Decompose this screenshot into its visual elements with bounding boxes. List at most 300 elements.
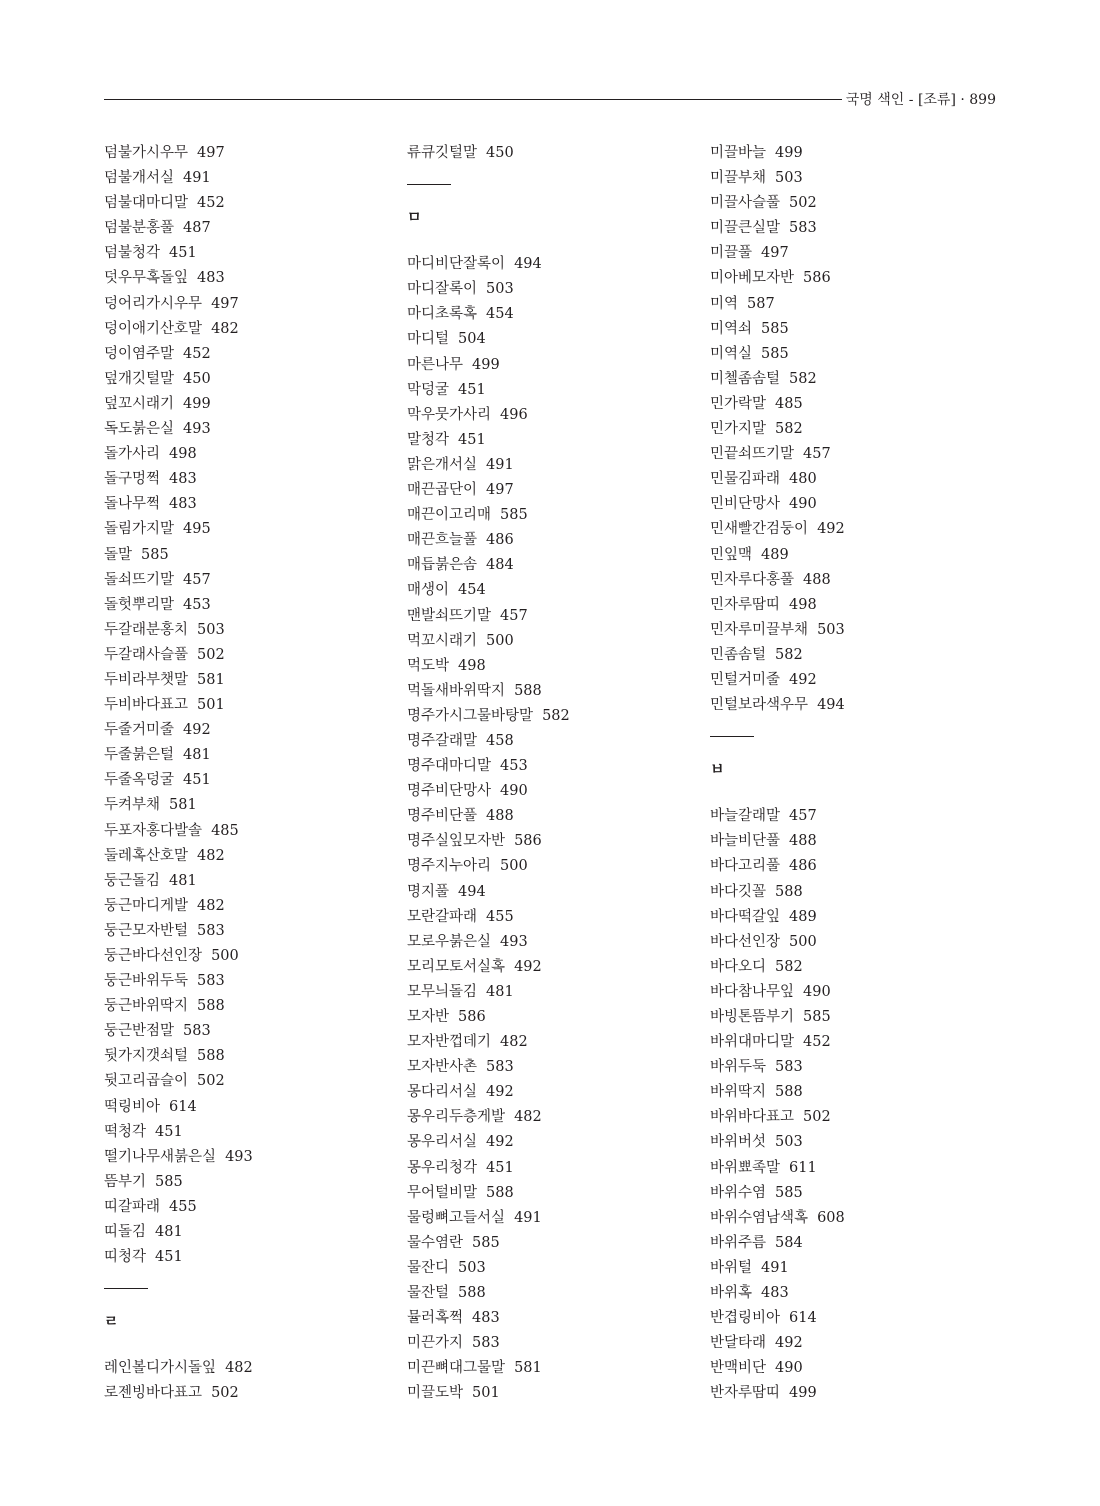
index-entry bbox=[104, 718, 404, 743]
entry-name: 떡청각 bbox=[104, 1123, 147, 1140]
entry-page-number: 485 bbox=[211, 822, 239, 839]
index-entry bbox=[407, 1381, 707, 1406]
entry-name: 둥근마디게발 bbox=[104, 897, 189, 914]
entry-page-number: 493 bbox=[225, 1148, 253, 1165]
index-entry bbox=[104, 1245, 404, 1270]
entry-name: 바다깃꼴 bbox=[710, 883, 767, 900]
entry-name: 둥근바다선인장 bbox=[104, 948, 203, 964]
entry-name: 명주가시그물바탕말 bbox=[407, 707, 534, 724]
entry-page-number: 489 bbox=[789, 908, 817, 925]
entry-name: 두켜부채 bbox=[104, 797, 161, 814]
entry-page-number: 483 bbox=[197, 270, 225, 287]
entry-page-number: 588 bbox=[775, 883, 803, 900]
index-column-1 bbox=[104, 141, 404, 1407]
entry-page-number: 457 bbox=[500, 607, 528, 624]
index-entry bbox=[710, 955, 1010, 980]
entry-name: 맨발쇠뜨기말 bbox=[407, 607, 492, 624]
entry-page-number: 502 bbox=[803, 1109, 831, 1126]
entry-name: 두줄붉은털 bbox=[104, 747, 175, 764]
index-entry bbox=[710, 1231, 1010, 1256]
index-entry bbox=[710, 1130, 1010, 1155]
running-header bbox=[104, 88, 996, 112]
entry-page-number: 501 bbox=[197, 697, 225, 714]
index-entry bbox=[407, 428, 707, 453]
index-entry bbox=[407, 880, 707, 905]
entry-name: 바위바다표고 bbox=[710, 1109, 795, 1126]
index-entry bbox=[710, 141, 1010, 166]
entry-name: 돌나무쩍 bbox=[104, 496, 161, 513]
index-entry bbox=[710, 1105, 1010, 1130]
index-entry bbox=[407, 1231, 707, 1256]
index-entry bbox=[710, 1055, 1010, 1080]
index-entry bbox=[407, 829, 707, 854]
entry-name: 몽우리두층게발 bbox=[407, 1109, 506, 1126]
index-entry bbox=[710, 543, 1010, 568]
entry-page-number: 583 bbox=[197, 973, 225, 990]
entry-page-number: 482 bbox=[514, 1109, 542, 1126]
index-entry bbox=[407, 955, 707, 980]
entry-page-number: 614 bbox=[169, 1098, 197, 1115]
entry-page-number: 588 bbox=[197, 1048, 225, 1065]
entry-page-number: 483 bbox=[472, 1310, 500, 1327]
entry-page-number: 493 bbox=[500, 933, 528, 950]
entry-page-number: 499 bbox=[789, 1385, 817, 1402]
index-entry bbox=[407, 1356, 707, 1381]
entry-page-number: 583 bbox=[775, 1059, 803, 1076]
entry-name: 반겹링비아 bbox=[710, 1310, 781, 1327]
index-entry bbox=[407, 729, 707, 754]
entry-name: 먹도박 bbox=[407, 657, 450, 674]
entry-page-number: 481 bbox=[486, 983, 514, 1000]
index-entry bbox=[407, 578, 707, 603]
entry-page-number: 583 bbox=[486, 1059, 514, 1076]
entry-page-number: 450 bbox=[486, 145, 514, 161]
entry-page-number: 486 bbox=[486, 532, 514, 549]
index-entry bbox=[710, 292, 1010, 317]
entry-name: 물잔털 bbox=[407, 1285, 450, 1302]
entry-page-number: 498 bbox=[169, 446, 197, 463]
index-entry bbox=[710, 829, 1010, 854]
entry-name: 모자반사촌 bbox=[407, 1059, 478, 1076]
index-entry bbox=[104, 317, 404, 342]
entry-page-number: 586 bbox=[458, 1009, 486, 1025]
entry-page-number: 492 bbox=[183, 722, 211, 739]
entry-name: 모로우붉은실 bbox=[407, 933, 492, 950]
entry-page-number: 491 bbox=[514, 1209, 542, 1226]
entry-page-number: 581 bbox=[514, 1360, 542, 1377]
entry-page-number: 585 bbox=[155, 1173, 183, 1190]
entry-name: 미끌큰실말 bbox=[710, 220, 781, 237]
entry-page-number: 492 bbox=[486, 1084, 514, 1101]
index-entry bbox=[710, 367, 1010, 392]
index-entry bbox=[710, 342, 1010, 367]
entry-page-number: 502 bbox=[197, 1073, 225, 1090]
entry-name: 민자루다홍풀 bbox=[710, 571, 795, 588]
entry-page-number: 492 bbox=[514, 958, 542, 975]
index-entry bbox=[104, 1356, 404, 1381]
index-entry bbox=[710, 191, 1010, 216]
entry-name: 미첼좀솜털 bbox=[710, 370, 781, 387]
entry-name: 둘레혹산호말 bbox=[104, 847, 189, 864]
entry-page-number: 584 bbox=[775, 1234, 803, 1251]
entry-page-number: 452 bbox=[197, 195, 225, 212]
index-entry bbox=[407, 804, 707, 829]
index-entry bbox=[104, 392, 404, 417]
entry-name: 뮬러혹쩍 bbox=[407, 1310, 464, 1327]
index-entry bbox=[104, 844, 404, 869]
entry-page-number: 585 bbox=[775, 1184, 803, 1201]
header-text: 국명 색인 - [조류] · 899 bbox=[845, 92, 996, 108]
entry-page-number: 585 bbox=[761, 345, 789, 362]
index-entry bbox=[104, 517, 404, 542]
index-entry bbox=[407, 905, 707, 930]
entry-page-number: 504 bbox=[458, 331, 486, 348]
entry-name: 바위털 bbox=[710, 1259, 753, 1276]
index-entry bbox=[407, 1005, 707, 1030]
entry-page-number: 488 bbox=[789, 833, 817, 850]
entry-name: 물수염란 bbox=[407, 1234, 464, 1251]
section-letter: ㄹ bbox=[104, 1312, 119, 1331]
entry-page-number: 491 bbox=[761, 1259, 789, 1276]
entry-page-number: 582 bbox=[542, 707, 570, 724]
entry-page-number: 498 bbox=[789, 596, 817, 613]
index-entry bbox=[104, 191, 404, 216]
index-entry bbox=[104, 266, 404, 291]
entry-name: 막덩굴 bbox=[407, 381, 450, 398]
index-entry bbox=[104, 618, 404, 643]
index-entry bbox=[407, 704, 707, 729]
entry-name: 바다선인장 bbox=[710, 933, 781, 950]
index-entry bbox=[710, 492, 1010, 517]
entry-page-number: 454 bbox=[458, 582, 486, 599]
entry-name: 매끈이고리매 bbox=[407, 507, 492, 524]
index-entry bbox=[710, 392, 1010, 417]
entry-page-number: 487 bbox=[183, 220, 211, 237]
entry-name: 두비바다표고 bbox=[104, 697, 189, 714]
entry-page-number: 492 bbox=[817, 521, 845, 538]
entry-page-number: 583 bbox=[789, 220, 817, 237]
index-entry bbox=[104, 241, 404, 266]
entry-name: 맑은개서실 bbox=[407, 456, 478, 473]
entry-page-number: 582 bbox=[775, 958, 803, 975]
entry-name: 덤불청각 bbox=[104, 245, 161, 262]
entry-page-number: 586 bbox=[803, 270, 831, 287]
entry-name: 덩어리가시우무 bbox=[104, 295, 203, 312]
index-entry bbox=[710, 643, 1010, 668]
entry-page-number: 503 bbox=[486, 281, 514, 298]
index-entry bbox=[104, 1170, 404, 1195]
entry-page-number: 497 bbox=[197, 145, 225, 161]
index-column-2 bbox=[407, 141, 707, 1407]
entry-page-number: 492 bbox=[789, 671, 817, 688]
entry-name: 돌헛뿌리말 bbox=[104, 596, 175, 613]
index-entry bbox=[710, 1281, 1010, 1306]
index-entry bbox=[710, 442, 1010, 467]
entry-name: 미아베모자반 bbox=[710, 270, 795, 287]
entry-name: 매듭붉은솜 bbox=[407, 557, 478, 574]
entry-page-number: 500 bbox=[500, 858, 528, 875]
index-entry bbox=[407, 779, 707, 804]
entry-page-number: 451 bbox=[458, 431, 486, 448]
entry-name: 명주대마디말 bbox=[407, 758, 492, 775]
index-entry bbox=[407, 378, 707, 403]
index-entry bbox=[104, 216, 404, 241]
index-entry bbox=[407, 854, 707, 879]
entry-name: 뒷고리곱슬이 bbox=[104, 1073, 189, 1090]
entry-name: 덤불가시우무 bbox=[104, 145, 189, 161]
entry-page-number: 585 bbox=[472, 1234, 500, 1251]
entry-name: 두줄거미줄 bbox=[104, 722, 175, 739]
section-divider bbox=[407, 184, 451, 185]
entry-page-number: 480 bbox=[789, 471, 817, 488]
entry-page-number: 451 bbox=[169, 245, 197, 262]
entry-name: 미역쇠 bbox=[710, 320, 753, 337]
index-entry bbox=[104, 342, 404, 367]
entry-name: 두갈래사슬풀 bbox=[104, 646, 189, 663]
entry-page-number: 502 bbox=[197, 646, 225, 663]
entry-page-number: 485 bbox=[775, 395, 803, 412]
section-letter: ㅂ bbox=[710, 760, 725, 779]
section-divider bbox=[710, 736, 754, 737]
entry-page-number: 500 bbox=[211, 948, 239, 964]
index-entry bbox=[104, 1069, 404, 1094]
entry-page-number: 482 bbox=[197, 847, 225, 864]
index-entry bbox=[710, 568, 1010, 593]
entry-name: 덮개깃털말 bbox=[104, 370, 175, 387]
entry-page-number: 583 bbox=[197, 922, 225, 939]
index-entry bbox=[710, 854, 1010, 879]
entry-name: 두포자홍다발솔 bbox=[104, 822, 203, 839]
entry-page-number: 481 bbox=[183, 747, 211, 764]
entry-page-number: 494 bbox=[458, 883, 486, 900]
entry-page-number: 582 bbox=[775, 646, 803, 663]
entry-name: 모자반껍데기 bbox=[407, 1034, 492, 1051]
entry-name: 뜸부기 bbox=[104, 1173, 147, 1190]
entry-page-number: 492 bbox=[486, 1134, 514, 1151]
index-entry bbox=[710, 1080, 1010, 1105]
index-entry bbox=[710, 804, 1010, 829]
index-entry bbox=[710, 693, 1010, 718]
index-entry bbox=[104, 141, 404, 166]
header-rule bbox=[104, 99, 842, 100]
index-entry bbox=[407, 302, 707, 327]
entry-page-number: 483 bbox=[169, 496, 197, 513]
entry-name: 떡링비아 bbox=[104, 1098, 161, 1115]
entry-name: 명지풀 bbox=[407, 883, 450, 900]
entry-name: 물렁뼈고들서실 bbox=[407, 1209, 506, 1226]
entry-name: 모자반 bbox=[407, 1009, 450, 1025]
entry-name: 덤불분홍풀 bbox=[104, 220, 175, 237]
index-entry bbox=[407, 453, 707, 478]
entry-page-number: 481 bbox=[169, 872, 197, 889]
index-entry bbox=[710, 216, 1010, 241]
index-entry bbox=[104, 1220, 404, 1245]
entry-name: 명주비단망사 bbox=[407, 783, 492, 800]
entry-name: 민털보라색우무 bbox=[710, 697, 809, 714]
entry-page-number: 496 bbox=[500, 406, 528, 423]
entry-name: 뒷가지갯쇠털 bbox=[104, 1048, 189, 1065]
index-entry bbox=[710, 266, 1010, 291]
entry-page-number: 502 bbox=[789, 195, 817, 212]
entry-name: 모무늬돌김 bbox=[407, 983, 478, 1000]
index-entry bbox=[104, 919, 404, 944]
entry-page-number: 488 bbox=[803, 571, 831, 588]
index-entry bbox=[104, 568, 404, 593]
index-entry bbox=[407, 1281, 707, 1306]
entry-name: 물잔디 bbox=[407, 1259, 450, 1276]
entry-page-number: 455 bbox=[486, 908, 514, 925]
index-entry bbox=[407, 277, 707, 302]
entry-name: 민가락말 bbox=[710, 395, 767, 412]
entry-page-number: 489 bbox=[761, 546, 789, 563]
entry-page-number: 614 bbox=[789, 1310, 817, 1327]
index-entry bbox=[407, 353, 707, 378]
entry-page-number: 503 bbox=[458, 1259, 486, 1276]
entry-name: 덤불개서실 bbox=[104, 170, 175, 187]
entry-name: 둥근바위딱지 bbox=[104, 998, 189, 1015]
entry-page-number: 494 bbox=[817, 697, 845, 714]
entry-name: 두비라부챗말 bbox=[104, 671, 189, 688]
index-entry bbox=[104, 944, 404, 969]
entry-page-number: 500 bbox=[789, 933, 817, 950]
entry-page-number: 583 bbox=[472, 1335, 500, 1352]
entry-name: 바다떡갈잎 bbox=[710, 908, 781, 925]
entry-page-number: 458 bbox=[486, 732, 514, 749]
entry-name: 매끈흐늘풀 bbox=[407, 532, 478, 549]
index-entry bbox=[407, 1055, 707, 1080]
index-entry bbox=[104, 442, 404, 467]
entry-name: 민끝쇠뜨기말 bbox=[710, 446, 795, 463]
entry-page-number: 497 bbox=[761, 245, 789, 262]
index-entry bbox=[104, 492, 404, 517]
entry-name: 바늘갈래말 bbox=[710, 808, 781, 825]
index-entry bbox=[710, 1005, 1010, 1030]
entry-name: 둥근바위두둑 bbox=[104, 973, 189, 990]
entry-page-number: 453 bbox=[500, 758, 528, 775]
index-entry bbox=[710, 618, 1010, 643]
index-entry bbox=[407, 1080, 707, 1105]
index-entry bbox=[407, 1181, 707, 1206]
entry-name: 띠갈파래 bbox=[104, 1198, 161, 1215]
entry-page-number: 585 bbox=[803, 1009, 831, 1025]
entry-name: 바위뾰족말 bbox=[710, 1159, 781, 1176]
entry-name: 바다오디 bbox=[710, 958, 767, 975]
section-divider bbox=[104, 1288, 148, 1289]
entry-name: 미끌바늘 bbox=[710, 145, 767, 161]
entry-name: 바위수염 bbox=[710, 1184, 767, 1201]
index-entry bbox=[710, 241, 1010, 266]
entry-page-number: 482 bbox=[211, 320, 239, 337]
entry-name: 마디초록혹 bbox=[407, 306, 478, 323]
entry-name: 바위혹 bbox=[710, 1285, 753, 1302]
entry-page-number: 483 bbox=[761, 1285, 789, 1302]
entry-page-number: 482 bbox=[500, 1034, 528, 1051]
entry-name: 민물김파래 bbox=[710, 471, 781, 488]
index-entry bbox=[710, 1206, 1010, 1231]
index-entry bbox=[104, 869, 404, 894]
entry-name: 미역 bbox=[710, 295, 739, 312]
entry-name: 명주비단풀 bbox=[407, 808, 478, 825]
entry-name: 말청각 bbox=[407, 431, 450, 448]
index-entry bbox=[710, 905, 1010, 930]
entry-page-number: 588 bbox=[486, 1184, 514, 1201]
entry-name: 민자루땀띠 bbox=[710, 596, 781, 613]
entry-name: 마디잘록이 bbox=[407, 281, 478, 298]
index-entry bbox=[710, 1331, 1010, 1356]
index-entry bbox=[104, 768, 404, 793]
index-entry bbox=[407, 930, 707, 955]
index-entry bbox=[407, 654, 707, 679]
entry-name: 돌쇠뜨기말 bbox=[104, 571, 175, 588]
index-entry bbox=[104, 417, 404, 442]
entry-name: 막우뭇가사리 bbox=[407, 406, 492, 423]
index-entry bbox=[104, 668, 404, 693]
entry-name: 매생이 bbox=[407, 582, 450, 599]
entry-name: 마디비단잘록이 bbox=[407, 256, 506, 273]
entry-page-number: 452 bbox=[803, 1034, 831, 1051]
entry-page-number: 502 bbox=[211, 1385, 239, 1402]
entry-name: 명주지누아리 bbox=[407, 858, 492, 875]
index-entry bbox=[104, 1019, 404, 1044]
entry-page-number: 457 bbox=[803, 446, 831, 463]
entry-name: 독도붉은실 bbox=[104, 421, 175, 438]
entry-name: 바위수염남색혹 bbox=[710, 1209, 809, 1226]
entry-name: 민새빨간검둥이 bbox=[710, 521, 809, 538]
entry-name: 미역실 bbox=[710, 345, 753, 362]
entry-page-number: 494 bbox=[514, 256, 542, 273]
index-entry bbox=[407, 1130, 707, 1155]
entry-page-number: 490 bbox=[500, 783, 528, 800]
entry-page-number: 450 bbox=[183, 370, 211, 387]
index-entry bbox=[710, 1306, 1010, 1331]
index-column-3 bbox=[710, 141, 1010, 1407]
entry-name: 덩이애기산호말 bbox=[104, 320, 203, 337]
entry-name: 미끌부채 bbox=[710, 170, 767, 187]
entry-name: 덮꼬시래기 bbox=[104, 395, 175, 412]
entry-page-number: 608 bbox=[817, 1209, 845, 1226]
index-entry bbox=[710, 1381, 1010, 1406]
entry-page-number: 497 bbox=[486, 482, 514, 499]
entry-name: 덧우무혹돌잎 bbox=[104, 270, 189, 287]
entry-name: 반맥비단 bbox=[710, 1360, 767, 1377]
entry-name: 미끈가지 bbox=[407, 1335, 464, 1352]
entry-page-number: 455 bbox=[169, 1198, 197, 1215]
entry-name: 로젠빙바다표고 bbox=[104, 1385, 203, 1402]
entry-page-number: 503 bbox=[817, 621, 845, 638]
entry-page-number: 586 bbox=[514, 833, 542, 850]
entry-name: 미끌풀 bbox=[710, 245, 753, 262]
entry-page-number: 484 bbox=[486, 557, 514, 574]
entry-name: 바다고리풀 bbox=[710, 858, 781, 875]
entry-page-number: 482 bbox=[197, 897, 225, 914]
index-entry bbox=[407, 679, 707, 704]
index-entry bbox=[104, 1381, 404, 1406]
entry-name: 덩이염주말 bbox=[104, 345, 175, 362]
index-entry bbox=[407, 478, 707, 503]
entry-page-number: 583 bbox=[183, 1023, 211, 1040]
index-entry bbox=[710, 166, 1010, 191]
entry-page-number: 588 bbox=[197, 998, 225, 1015]
entry-page-number: 457 bbox=[183, 571, 211, 588]
index-entry bbox=[407, 528, 707, 553]
entry-page-number: 588 bbox=[514, 682, 542, 699]
index-entry bbox=[104, 1095, 404, 1120]
index-entry bbox=[710, 593, 1010, 618]
entry-name: 돌구멍쩍 bbox=[104, 471, 161, 488]
entry-page-number: 503 bbox=[775, 1134, 803, 1151]
entry-page-number: 582 bbox=[775, 421, 803, 438]
entry-page-number: 483 bbox=[169, 471, 197, 488]
